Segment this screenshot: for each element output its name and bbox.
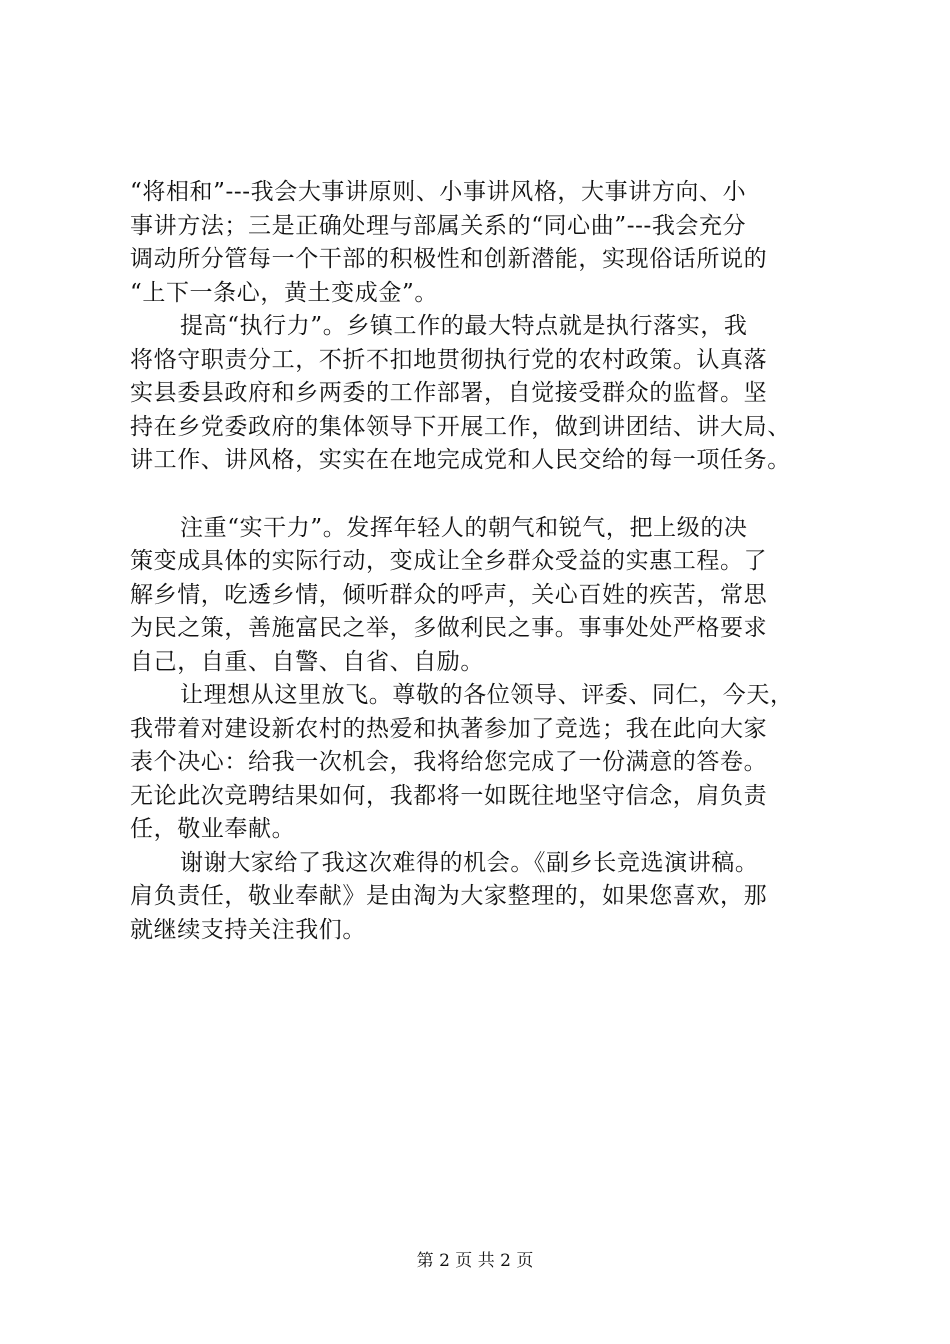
text-line: 表个决心：给我一次机会，我将给您完成了一份满意的答卷。 — [130, 749, 768, 775]
text-line: 让理想从这里放飞。尊敬的各位领导、评委、同仁，今天， — [180, 682, 794, 708]
text-line: 自己，自重、自警、自省、自励。 — [130, 648, 484, 675]
text-line: 注重“实干力”。发挥年轻人的朝气和锐气，把上级的决 — [180, 514, 748, 541]
text-line: 我带着对建设新农村的热爱和执著参加了竞选；我在此向大家 — [130, 715, 768, 742]
text-line: 事讲方法；三是正确处理与部属关系的“同心曲”---我会充分 — [130, 212, 747, 239]
text-line: 任，敬业奉献。 — [130, 816, 296, 842]
text-line: “将相和”---我会大事讲原则、小事讲风格，大事讲方向、小 — [130, 179, 747, 205]
text-line: 调动所分管每一个干部的积极性和创新潜能，实现俗话所说的 — [130, 246, 768, 272]
text-line: 实县委县政府和乡两委的工作部署，自觉接受群众的监督。坚 — [130, 380, 768, 406]
text-line: 无论此次竞聘结果如何，我都将一如既往地坚守信念，肩负责 — [130, 782, 768, 809]
text-line: “上下一条心，黄土变成金”。 — [130, 279, 438, 306]
page-footer: 第 2 页 共 2 页 — [416, 1251, 534, 1271]
text-line: 将恪守职责分工，不折不扣地贯彻执行党的农村政策。认真落 — [130, 346, 768, 373]
paragraph-gap — [130, 478, 830, 512]
text-line: 就继续支持关注我们。 — [130, 916, 366, 943]
text-line: 为民之策，善施富民之举，多做利民之事。事事处处严格要求 — [130, 615, 768, 641]
text-line: 讲工作、讲风格，实实在在地完成党和人民交给的每一项任务。 — [130, 447, 791, 473]
text-line: 持在乡党委政府的集体领导下开展工作，做到讲团结、讲大局、 — [130, 413, 791, 440]
text-line: 解乡情，吃透乡情，倾听群众的呼声，关心百姓的疾苦，常思 — [130, 581, 768, 608]
text-line: 谢谢大家给了我这次难得的机会。《副乡长竞选演讲稿。 — [180, 849, 759, 876]
text-line: 策变成具体的实际行动，变成让全乡群众受益的实惠工程。了 — [130, 548, 768, 574]
text-line: 肩负责任，敬业奉献》是由淘为大家整理的，如果您喜欢，那 — [130, 883, 768, 909]
text-line: 提高“执行力”。乡镇工作的最大特点就是执行落实，我 — [180, 313, 748, 339]
document-body — [130, 176, 830, 947]
